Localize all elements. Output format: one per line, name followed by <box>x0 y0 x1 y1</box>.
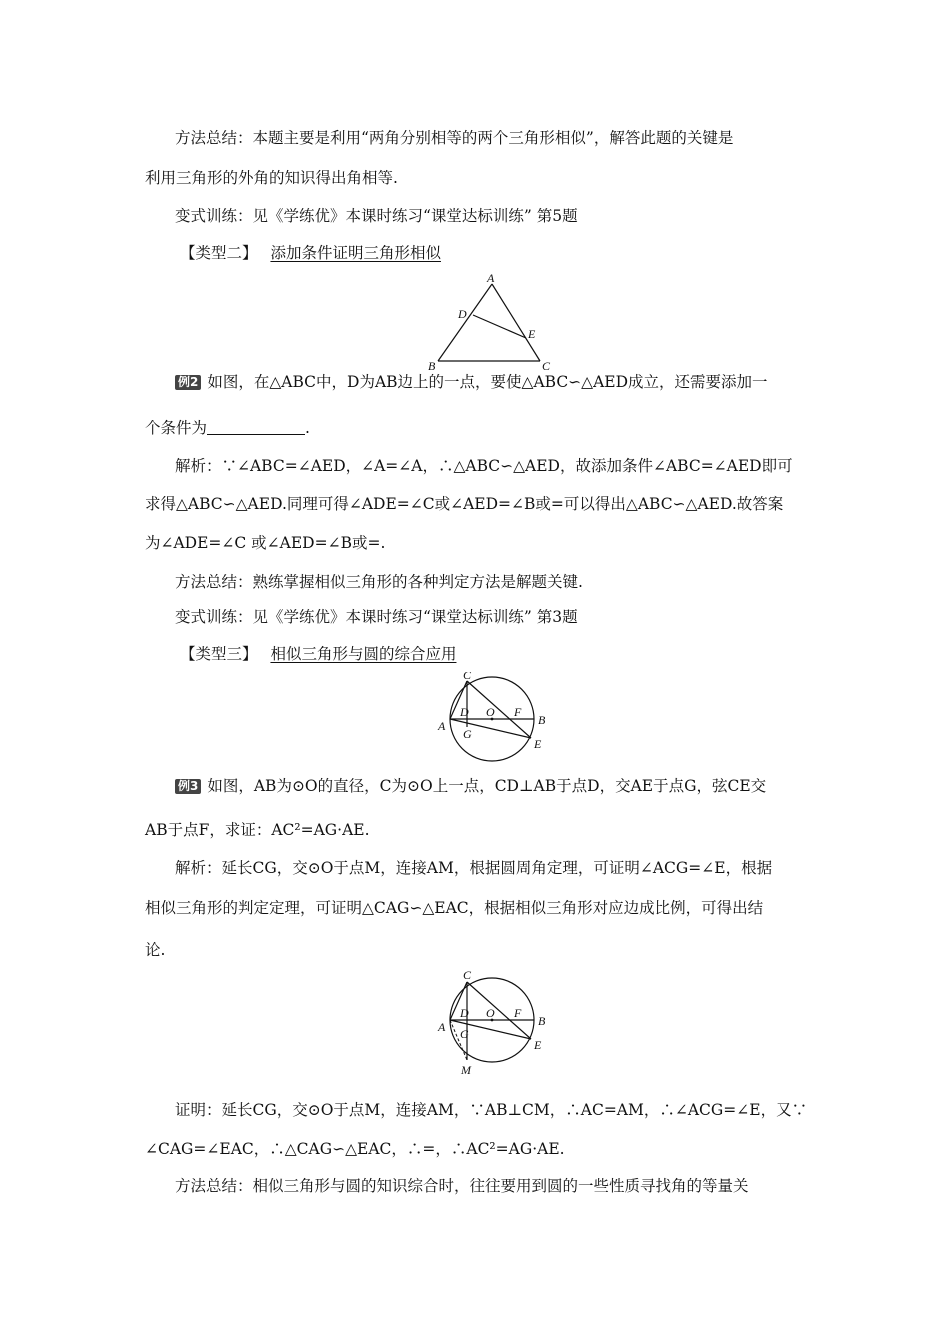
variant-training-1: 变式训练：见《学练优》本课时练习“课堂达标训练” 第5题 <box>175 207 578 225</box>
method-summary-1: 方法总结：本题主要是利用“两角分别相等的两个三角形相似”，解答此题的关键是 <box>175 129 734 147</box>
proof-line2: ∠CAG=∠EAC，∴△CAG∽△EAC，∴=，∴AC²=AG·AE. <box>145 1140 565 1158</box>
example-2-text: 如图，在△ABC中，D为AB边上的一点，要使△ABC∽△AED成立，还需要添加一 <box>207 373 768 391</box>
label-b: B <box>538 713 546 727</box>
label-o: O <box>486 705 495 719</box>
side-ab <box>438 284 492 361</box>
triangle-figure <box>420 272 560 372</box>
label-d: D <box>458 307 467 321</box>
label-g: G <box>460 1027 469 1041</box>
label-a: A <box>438 1020 446 1034</box>
example-2-text2: 个条件为 <box>145 419 208 437</box>
type2-title: 添加条件证明三角形相似 <box>270 244 441 262</box>
type3-title: 相似三角形与圆的综合应用 <box>270 645 457 663</box>
label-g: G <box>463 727 472 741</box>
label-b: B <box>428 359 436 372</box>
solution-2-line3: 为∠ADE=∠C 或∠AED=∠B或=. <box>145 534 386 552</box>
label-c: C <box>463 672 472 682</box>
type2-heading <box>180 243 810 263</box>
type3-heading <box>180 644 810 664</box>
label-e: E <box>528 327 536 341</box>
label-f: F <box>514 1006 522 1020</box>
method-summary-2: 方法总结：熟练掌握相似三角形的各种判定方法是解题关键. <box>175 573 583 591</box>
label-o: O <box>486 1006 495 1020</box>
circle-figure <box>430 672 560 767</box>
side-ac <box>492 284 540 361</box>
label-c: C <box>542 359 551 372</box>
example-2-line2 <box>145 418 810 438</box>
label-d: D <box>460 1006 469 1020</box>
method-summary-1-cont: 利用三角形的外角的知识得出角相等. <box>145 169 398 187</box>
label-m: M <box>461 1063 471 1077</box>
label-b: B <box>538 1014 546 1028</box>
solution-3-line1: 解析：延长CG，交⊙O于点M，连接AM，根据圆周角定理，可证明∠ACG=∠E，根据 <box>175 859 773 877</box>
circle-figure-extended <box>430 968 560 1078</box>
solution-2-line1: 解析：∵∠ABC=∠AED，∠A=∠A，∴△ABC∽△AED，故添加条件∠ABC=∠AED即可 <box>175 457 793 475</box>
solution-3-line3: 论. <box>145 941 166 959</box>
solution-3-line2: 相似三角形的判定定理，可证明△CAG∽△EAC，根据相似三角形对应边成比例，可得出结 <box>145 899 764 917</box>
label-a: A <box>438 719 446 733</box>
example-3-text: 如图，AB为⊙O的直径，C为⊙O上一点，CD⊥AB于点D，交AE于点G，弦CE交 <box>207 777 767 795</box>
label-a: A <box>487 272 495 285</box>
example-3-line2: AB于点F，求证：AC²=AG·AE. <box>145 821 370 839</box>
method-summary-3: 方法总结：相似三角形与圆的知识综合时，往往要用到圆的一些性质寻找角的等量关 <box>175 1177 749 1195</box>
type2-tag: 【类型二】 <box>180 244 258 262</box>
variant-training-2: 变式训练：见《学练优》本课时练习“课堂达标训练” 第3题 <box>175 608 578 626</box>
solution-2-line2: 求得△ABC∽△AED.同理可得∠ADE=∠C或∠AED=∠B或=可以得出△ABC∽△AED.故答案 <box>145 495 784 513</box>
label-f: F <box>514 705 522 719</box>
proof-line1: 证明：延长CG，交⊙O于点M，连接AM，∵AB⊥CM，∴AC=AM，∴∠ACG=∠E，又∵ <box>175 1101 808 1119</box>
example-2-badge: 例2 <box>175 375 201 390</box>
label-d: D <box>460 705 469 719</box>
label-c: C <box>463 968 472 982</box>
label-e: E <box>534 737 542 751</box>
example-3-line1 <box>175 776 810 796</box>
example-2-end: . <box>305 419 310 437</box>
answer-blank[interactable] <box>207 420 305 435</box>
type3-tag: 【类型三】 <box>180 645 258 663</box>
example-2-line1 <box>175 372 810 392</box>
label-e: E <box>534 1038 542 1052</box>
example-3-badge: 例3 <box>175 779 201 794</box>
